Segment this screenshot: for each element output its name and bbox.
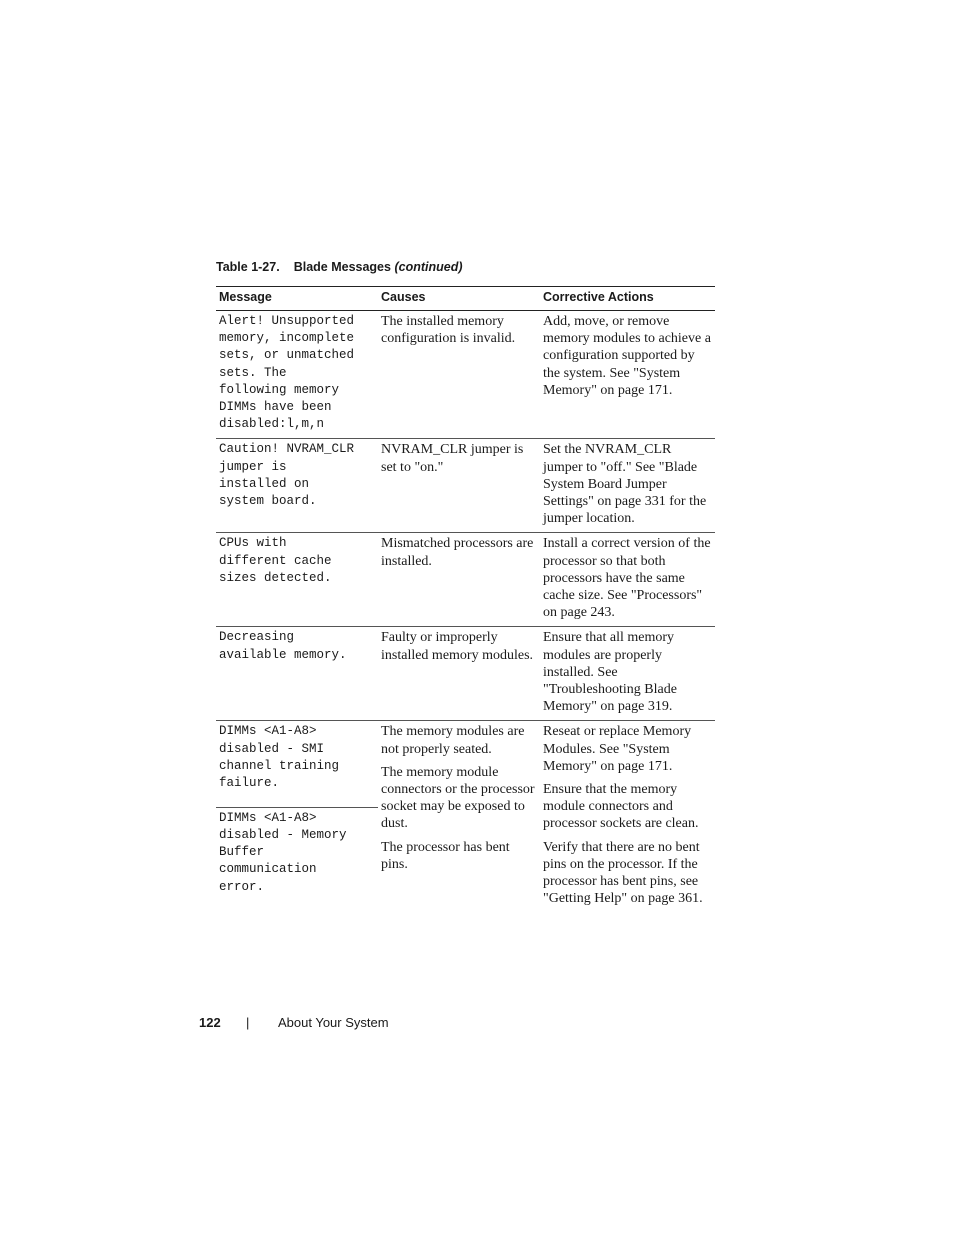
table-row bbox=[216, 533, 715, 627]
action-cell-merged bbox=[540, 721, 715, 913]
header-causes: Causes bbox=[378, 287, 540, 311]
header-row bbox=[216, 287, 715, 311]
action-cell: Install a correct version of the processor so that both processors have the same cache size. See "Processors" on page 243. bbox=[540, 533, 715, 627]
header-message: Message bbox=[216, 287, 378, 311]
message-cell: DIMMs <A1-A8> disabled - Memory Buffer communication error. bbox=[219, 810, 347, 894]
action-paragraph: Verify that there are no bent pins on the processor. If the processor has bent pins, see "Getting Help" on page 361. bbox=[543, 839, 703, 907]
table-row bbox=[216, 439, 715, 533]
message-cell: Alert! Unsupported memory, incomplete sets, or unmatched sets. The following memory DIMMs have been disabled:l,m,n bbox=[216, 311, 378, 439]
table-caption bbox=[216, 260, 463, 274]
table-row bbox=[216, 721, 715, 807]
table-number: Table 1-27. bbox=[216, 260, 280, 274]
message-cell: CPUs with different cache sizes detected. bbox=[216, 533, 378, 627]
page-number: 122 bbox=[199, 1015, 221, 1030]
cause-cell: Faulty or improperly installed memory modules. bbox=[378, 627, 540, 721]
cause-cell: NVRAM_CLR jumper is set to "on." bbox=[378, 439, 540, 533]
table-row bbox=[216, 627, 715, 721]
action-paragraph: Ensure that the memory module connectors and processor sockets are clean. bbox=[543, 782, 699, 832]
message-cell: Decreasing available memory. bbox=[216, 627, 378, 721]
action-cell: Ensure that all memory modules are properly installed. See "Troubleshooting Blade Memory" on page 319. bbox=[540, 627, 715, 721]
cause-cell: The installed memory configuration is invalid. bbox=[378, 311, 540, 439]
continued-label: (continued) bbox=[394, 260, 463, 274]
action-paragraph: Reseat or replace Memory Modules. See "System Memory" on page 171. bbox=[543, 724, 692, 774]
cause-cell-merged bbox=[378, 721, 540, 913]
cause-paragraph: The memory modules are not properly seated. bbox=[381, 724, 525, 757]
message-cell: DIMMs <A1-A8> disabled - SMI channel training failure. bbox=[216, 721, 378, 807]
cause-cell: Mismatched processors are installed. bbox=[378, 533, 540, 627]
header-corrective-actions: Corrective Actions bbox=[540, 287, 715, 311]
table-title: Blade Messages bbox=[293, 260, 391, 274]
action-cell: Set the NVRAM_CLR jumper to "off." See "Blade System Board Jumper Settings" on page 331 for the jumper location. bbox=[540, 439, 715, 533]
section-title: About Your System bbox=[278, 1015, 389, 1030]
footer-separator: | bbox=[246, 1015, 250, 1030]
blade-messages-table bbox=[216, 286, 715, 913]
table-row bbox=[216, 311, 715, 439]
cause-paragraph: The processor has bent pins. bbox=[381, 839, 510, 872]
message-cell: Caution! NVRAM_CLR jumper is installed on system board. bbox=[216, 439, 378, 533]
cause-paragraph: The memory module connectors or the processor socket may be exposed to dust. bbox=[381, 764, 535, 832]
action-cell: Add, move, or remove memory modules to achieve a configuration supported by the system. See "System Memory" on page 171. bbox=[540, 311, 715, 439]
